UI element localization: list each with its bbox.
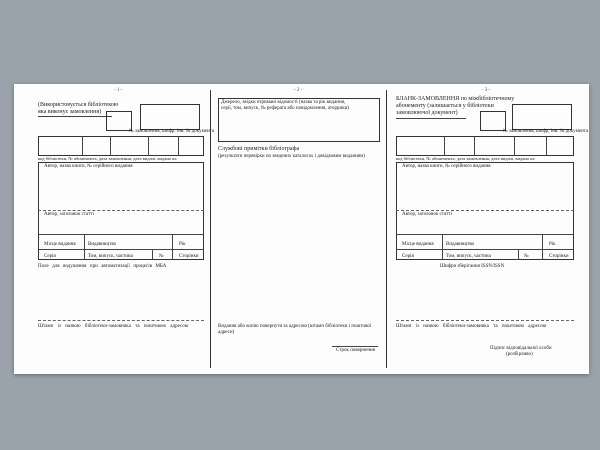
right-place: Місце видання <box>402 242 434 247</box>
middle-notes-title: Службові примітки бібліографа <box>218 146 300 152</box>
right-library-line: код бібліотеки, № абонемента, дата замовлення, дата видачі, видано ка <box>396 156 535 161</box>
right-year: Рік <box>549 242 556 247</box>
left-volume: Том, випуск, частина <box>88 254 133 259</box>
page-number-right: - 3 - <box>482 88 491 93</box>
left-header-line2: яка виконує замовлення) <box>38 109 102 115</box>
left-order-box-small[interactable] <box>106 111 132 131</box>
right-publisher: Видавництво <box>446 242 475 247</box>
order-form-sheet <box>14 84 589 374</box>
left-no: № <box>159 254 164 259</box>
middle-return-line2: адреси) <box>218 330 235 335</box>
left-year: Рік <box>179 242 186 247</box>
page-number-middle: - 2 - <box>294 88 303 93</box>
column-separator <box>386 90 387 368</box>
right-order-label: № замовлення, шифр, інв. № документа <box>503 129 589 134</box>
left-pages: Сторінки <box>179 254 199 259</box>
left-stamp-label: Штамп із назвою бібліотеки-замовника та поштовою адресою <box>38 324 189 329</box>
middle-deadline-label: Строк повернення <box>336 348 375 353</box>
right-title-line1: БЛАНК-ЗАМОВЛЕННЯ по міжбібліотечному <box>396 96 515 102</box>
left-order-box[interactable] <box>140 104 200 130</box>
left-series: Серія <box>44 254 56 259</box>
right-title-line2: абонементу (залишається у бібліотеки <box>396 103 494 109</box>
right-stamp-label: Штамп із назвою бібліотеки-замовника та поштовою адресою <box>396 324 547 329</box>
left-library-row[interactable] <box>38 136 204 156</box>
left-publisher: Видавництво <box>88 242 117 247</box>
middle-return-line1: Видання або копію повернути за адресою (штамп бібліотеки і поштової <box>218 324 372 329</box>
middle-source-line1: Джерело, звідки отримані відомості (назва та рік видання, <box>221 100 346 105</box>
page-number-left: - 1 - <box>114 88 123 93</box>
right-order-box-small[interactable] <box>480 111 506 131</box>
left-automation-note: Поле для водушення при автоматизації процесів МБА <box>38 264 167 269</box>
left-author-title: Автор, назва книги, № серійного видання <box>44 164 133 169</box>
middle-source-line2: серії, том, випуск, № реферата або повідомлення, аторрики) <box>221 106 349 111</box>
left-header-line1: (Використовується бібліотекою <box>38 102 119 108</box>
right-title-line3: замовлюючої документ) <box>396 110 458 116</box>
right-pages: Сторінки <box>549 254 569 259</box>
right-sign-line2: (розбірливо) <box>506 352 533 357</box>
left-order-label: № замовлення, шифр, інв. № документа <box>129 129 215 134</box>
right-sign-line1: Підпис відповідальної особи <box>490 346 552 351</box>
right-author-article: Автор, заголовок статті <box>402 212 452 217</box>
right-library-row[interactable] <box>396 136 574 156</box>
left-place: Місце видання <box>44 242 76 247</box>
middle-notes-subtitle: (результати перевірки по зведених каталогах і довідковим виданням) <box>218 154 365 159</box>
right-series: Серія <box>402 254 414 259</box>
right-cipher-label: Шифри зберігання ISSN/ISSN <box>440 264 505 269</box>
left-library-line: код бібліотеки, № абонемента, дата замовлення, дата видачі, видано ка <box>38 156 177 161</box>
right-volume: Том, випуск, частина <box>446 254 491 259</box>
left-author-article: Автор, заголовок статті <box>44 212 94 217</box>
right-no: № <box>524 254 529 259</box>
right-author-title: Автор, назва книги, № серійного видання <box>402 164 491 169</box>
right-order-box[interactable] <box>512 104 572 130</box>
